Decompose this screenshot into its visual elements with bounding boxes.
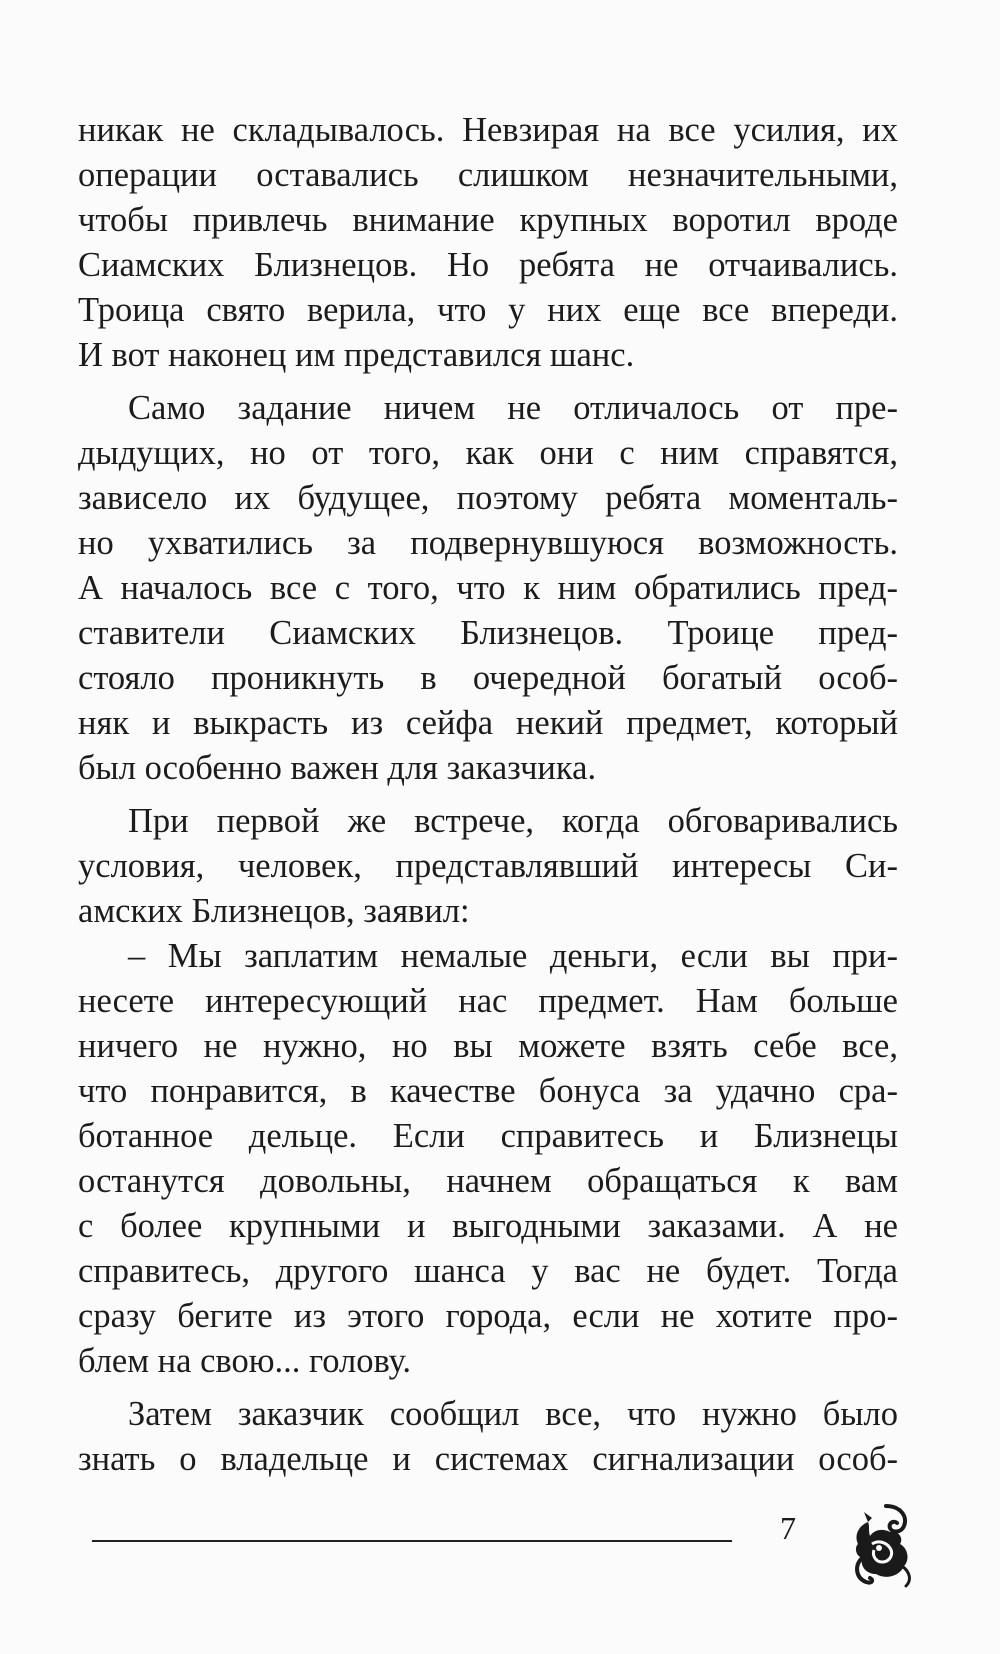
text-line: – Мы заплатим немалые деньги, если вы при- [128,937,898,975]
text-line: ботанное дельце. Если справитесь и Близнецы [78,1117,898,1155]
text-line: И вот наконец им представился шанс. [78,336,635,374]
text-line: дыдущих, но от того, как они с ним справятся, [78,434,898,472]
paragraph-1 [78,108,898,378]
text-line: чтобы привлечь внимание крупных воротил вроде [78,201,898,239]
text-line: Троица свято верила, что у них еще все впереди. [78,291,898,329]
text-line: Сиамских Близнецов. Но ребята не отчаивались. [78,246,898,284]
text-line: условия, человек, представлявший интересы Си- [78,847,898,885]
text-line: амских Близнецов, заявил: [78,892,470,930]
text-line: Затем заказчик сообщил все, что нужно было [128,1395,898,1433]
text-line: стояло проникнуть в очередной богатый особ- [78,659,898,697]
text-line: ставители Сиамских Близнецов. Троице пред- [78,614,898,652]
text-line: справитесь, другого шанса у вас не будет. Тогда [78,1252,898,1290]
text-line: няк и выкрасть из сейфа некий предмет, который [78,704,898,742]
paragraph-4-dialogue [78,934,898,1384]
paragraph-2 [78,386,898,791]
dragon-emblem-icon [848,1500,918,1590]
text-line: останутся довольны, начнем обращаться к вам [78,1162,898,1200]
text-line: А началось все с того, что к ним обратились пред- [78,569,898,607]
text-line: с более крупными и выгодными заказами. А не [78,1207,898,1245]
footer-divider [92,1540,732,1542]
text-line: сразу бегите из этого города, если не хотите про- [78,1297,898,1335]
text-line: знать о владельце и системах сигнализации особ- [78,1440,898,1478]
text-line: ничего не нужно, но вы можете взять себе все, [78,1027,898,1065]
text-line: несете интересующий нас предмет. Нам больше [78,982,898,1020]
text-line: был особенно важен для заказчика. [78,749,597,787]
text-line: но ухватились за подвернувшуюся возможность. [78,524,898,562]
page-body [78,108,898,1482]
page-number: 7 [780,1510,796,1546]
text-line: операции оставались слишком незначительными, [78,156,898,194]
text-line: что понравится, в качестве бонуса за удачно сра- [78,1072,898,1110]
text-line: никак не складывалось. Невзирая на все усилия, их [78,111,898,149]
paragraph-3 [78,799,898,934]
paragraph-5 [78,1392,898,1482]
text-line: блем на свою... голову. [78,1342,412,1380]
text-line: Само задание ничем не отличалось от пре- [128,389,898,427]
text-line: При первой же встрече, когда обговаривались [128,802,898,840]
text-line: зависело их будущее, поэтому ребята моменталь- [78,479,898,517]
